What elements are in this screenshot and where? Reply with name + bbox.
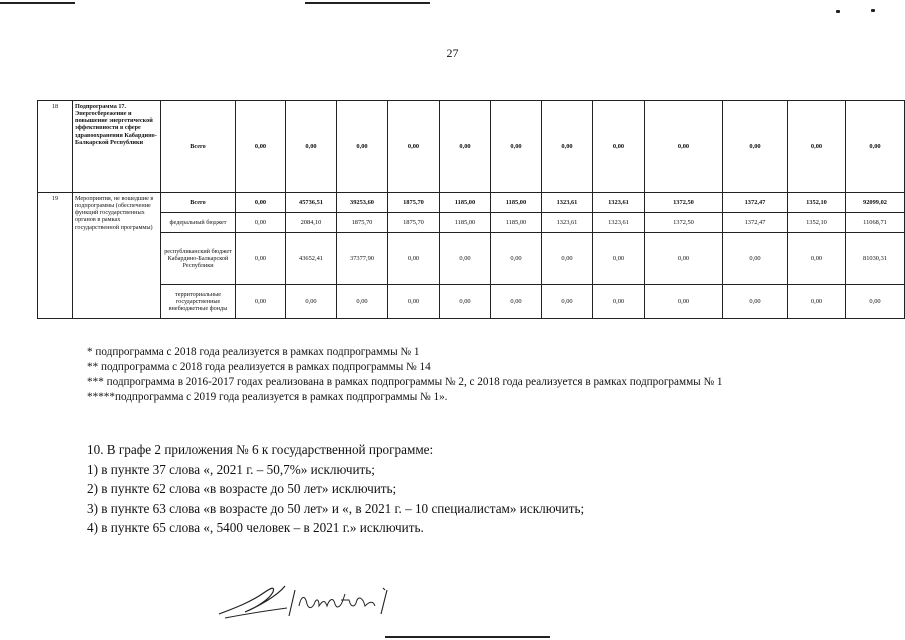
table-row <box>38 193 905 213</box>
amount-cell: 0,00 <box>788 233 846 285</box>
scan-mark <box>871 9 875 12</box>
amount-cell: 0,00 <box>542 233 593 285</box>
amount-cell: 0,00 <box>788 285 846 319</box>
program-name: Мероприятия, не вошедшие в подпрограммы (обеспечение функций государственных органов в рамках государственной программы) <box>73 193 161 319</box>
amount-cell: 0,00 <box>337 285 388 319</box>
table-row <box>38 285 905 319</box>
funding-source: республиканский бюджет Кабардино-Балкарской Республики <box>161 233 236 285</box>
amendment-heading: 10. В графе 2 приложения № 6 к государственной программе: <box>87 442 434 457</box>
program-name: Подпрограмма 17. Энергосбережение и повышение энергетической эффективности в сфере здравоохранения Кабардино-Балкарской Республики <box>73 101 161 193</box>
amendment-item: 2) в пункте 62 слова «в возрасте до 50 лет» исключить; <box>87 481 397 496</box>
amount-cell: 43652,41 <box>286 233 337 285</box>
footnote: * подпрограмма с 2018 года реализуется в рамках подпрограммы № 1 <box>87 346 420 358</box>
amount-cell: 45736,51 <box>286 193 337 213</box>
footnote: *****подпрограмма с 2019 года реализуется в рамках подпрограммы № 1». <box>87 391 448 403</box>
amendment-section <box>87 440 584 538</box>
amount-cell: 0,00 <box>846 101 905 193</box>
table-row <box>38 101 905 193</box>
amount-cell: 1323,61 <box>593 193 645 213</box>
top-rule-left <box>0 2 75 4</box>
amendment-item: 1) в пункте 37 слова «, 2021 г. – 50,7%» исключить; <box>87 461 375 477</box>
amount-cell: 0,00 <box>542 285 593 319</box>
amount-cell: 0,00 <box>236 213 286 233</box>
amount-cell: 0,00 <box>440 101 491 193</box>
amount-cell: 1372,47 <box>723 193 788 213</box>
amount-cell: 0,00 <box>645 233 723 285</box>
amount-cell: 1372,50 <box>645 213 723 233</box>
budget-table-wrapper <box>37 100 905 319</box>
amendment-item: 4) в пункте 65 слова «, 5400 человек – в 2021 г.» исключить. <box>87 520 424 535</box>
amount-cell: 0,00 <box>491 233 542 285</box>
amount-cell: 0,00 <box>286 285 337 319</box>
amount-cell: 1323,61 <box>542 213 593 233</box>
amount-cell: 2084,10 <box>286 213 337 233</box>
footnote: ** подпрограмма с 2018 года реализуется в рамках подпрограммы № 14 <box>87 361 431 373</box>
amount-cell: 39253,60 <box>337 193 388 213</box>
amount-cell: 1323,61 <box>593 213 645 233</box>
footnotes <box>87 345 723 405</box>
scan-mark <box>836 10 840 13</box>
amount-cell: 0,00 <box>645 285 723 319</box>
amount-cell: 0,00 <box>593 233 645 285</box>
page-number: 27 <box>446 46 459 60</box>
amount-cell: 0,00 <box>723 233 788 285</box>
handwritten-signature <box>215 578 425 633</box>
amount-cell: 0,00 <box>542 101 593 193</box>
amount-cell: 0,00 <box>593 285 645 319</box>
amount-cell: 37377,90 <box>337 233 388 285</box>
amount-cell: 0,00 <box>236 285 286 319</box>
bottom-rule <box>385 636 550 638</box>
amount-cell: 0,00 <box>388 233 440 285</box>
amount-cell: 1352,10 <box>788 213 846 233</box>
funding-source: территориальные государственные внебюджетные фонды <box>161 285 236 319</box>
amount-cell: 0,00 <box>236 101 286 193</box>
row-number: 19 <box>38 193 73 319</box>
amount-cell: 0,00 <box>723 285 788 319</box>
amount-cell: 0,00 <box>236 193 286 213</box>
amount-cell: 0,00 <box>440 233 491 285</box>
amount-cell: 1185,00 <box>440 193 491 213</box>
signature-drawing <box>215 578 425 628</box>
amount-cell: 0,00 <box>491 101 542 193</box>
budget-table <box>37 100 905 319</box>
amount-cell: 0,00 <box>286 101 337 193</box>
funding-source: Всего <box>161 101 236 193</box>
amount-cell: 1185,00 <box>440 213 491 233</box>
amount-cell: 1875,70 <box>337 213 388 233</box>
amount-cell: 0,00 <box>593 101 645 193</box>
amount-cell: 1323,61 <box>542 193 593 213</box>
amount-cell: 11068,71 <box>846 213 905 233</box>
amount-cell: 0,00 <box>788 101 846 193</box>
table-row <box>38 233 905 285</box>
amount-cell: 1352,10 <box>788 193 846 213</box>
amount-cell: 1185,00 <box>491 213 542 233</box>
amount-cell: 0,00 <box>846 285 905 319</box>
row-number: 18 <box>38 101 73 193</box>
amount-cell: 1185,00 <box>491 193 542 213</box>
amount-cell: 0,00 <box>723 101 788 193</box>
amendment-item: 3) в пункте 63 слова «в возрасте до 50 лет» и «, в 2021 г. – 10 специалистам» исключить; <box>87 500 585 516</box>
amount-cell: 0,00 <box>337 101 388 193</box>
amount-cell: 0,00 <box>491 285 542 319</box>
table-row <box>38 213 905 233</box>
amount-cell: 1875,70 <box>388 213 440 233</box>
amount-cell: 92099,02 <box>846 193 905 213</box>
amount-cell: 0,00 <box>236 233 286 285</box>
amount-cell: 81030,31 <box>846 233 905 285</box>
amount-cell: 0,00 <box>388 101 440 193</box>
amount-cell: 0,00 <box>388 285 440 319</box>
amount-cell: 0,00 <box>440 285 491 319</box>
top-rule-center <box>305 2 430 4</box>
funding-source: Всего <box>161 193 236 213</box>
amount-cell: 1372,47 <box>723 213 788 233</box>
footnote: *** подпрограмма в 2016-2017 годах реализована в рамках подпрограммы № 2, с 2018 года реализуется в рамках подпрограммы № 1 <box>87 376 723 388</box>
funding-source: федеральный бюджет <box>161 213 236 233</box>
amount-cell: 0,00 <box>645 101 723 193</box>
amount-cell: 1875,70 <box>388 193 440 213</box>
amount-cell: 1372,50 <box>645 193 723 213</box>
